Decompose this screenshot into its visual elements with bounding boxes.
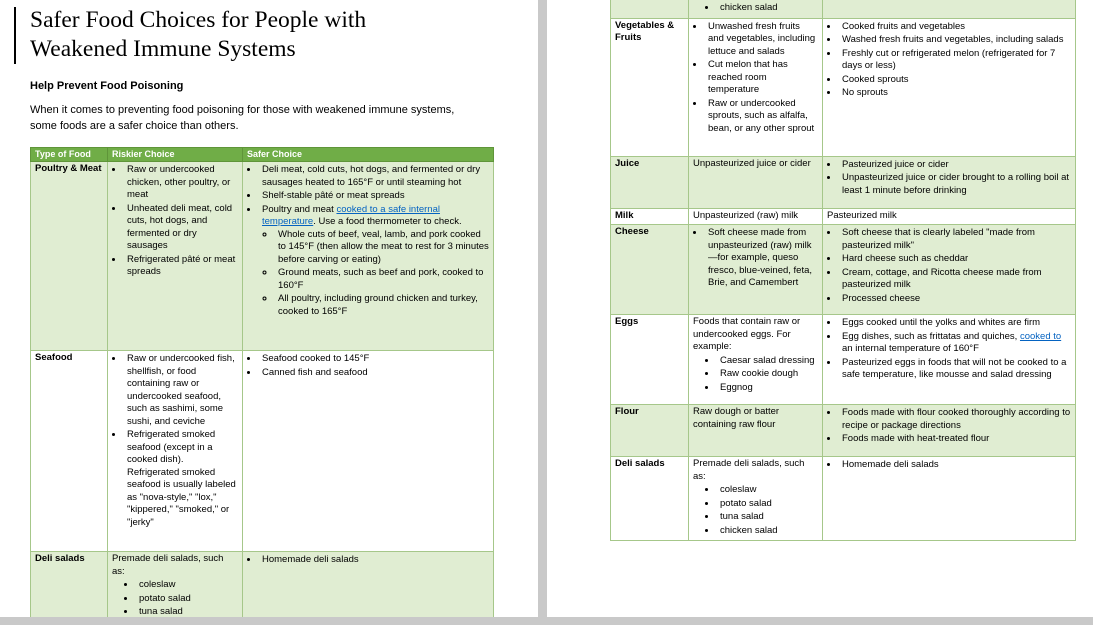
eggs-type-cell: Eggs (611, 315, 689, 405)
list-item: • Refrigerated pâté or meat spreads (124, 254, 238, 279)
list-item: • No sprouts (839, 87, 1071, 100)
list-item: • Raw or undercooked chicken, other poultry, or meat (124, 164, 238, 202)
riskier-intro-text: Premade deli salads, such as: (112, 553, 224, 577)
deli-riskier-cell (108, 552, 243, 618)
safer-list (827, 407, 1071, 446)
list-item-text: Poultry and meat (262, 203, 337, 215)
deli-continued-type-cell (611, 0, 689, 18)
riskier-intro-text: Foods that contain raw or undercooked eggs. For example: (693, 316, 801, 352)
list-item: • Foods made with flour cooked thoroughly according to recipe or package directions (839, 407, 1071, 432)
juice-type-cell: Juice (611, 156, 689, 208)
deli2-safer-cell (823, 457, 1076, 541)
milk-type-cell: Milk (611, 208, 689, 225)
list-item: • Cut melon that has reached room temperature (705, 59, 818, 97)
riskier-list (112, 164, 238, 279)
seafood-safer-cell (243, 351, 494, 552)
list-item: • Raw cookie dough (717, 368, 818, 381)
cheese-safer-cell (823, 225, 1076, 315)
table-row-deli-salads-2 (611, 457, 1076, 541)
list-item: • tuna salad (717, 511, 818, 524)
list-item: • Homemade deli salads (839, 459, 1071, 472)
safer-text: Pasteurized milk (827, 209, 897, 221)
list-item: • tuna salad (136, 606, 238, 617)
list-item: • Cream, cottage, and Ricotta cheese made from pasteurized milk (839, 267, 1071, 292)
list-item: • Unheated deli meat, cold cuts, hot dogs, and fermented or dry sausages (124, 203, 238, 253)
list-item: • Caesar salad dressing (717, 355, 818, 368)
list-item: • potato salad (717, 498, 818, 511)
seafood-type-cell: Seafood (31, 351, 108, 552)
vegfruit-type-cell: Vegetables & Fruits (611, 18, 689, 156)
list-item: • Soft cheese that is clearly labeled "made from pasteurized milk" (839, 227, 1071, 252)
vegfruit-safer-cell (823, 18, 1076, 156)
list-item: • Pasteurized eggs in foods that will not be cooked to a safe temperature, like mousse and salad dressing (839, 357, 1071, 382)
safer-list (827, 227, 1071, 305)
list-item: ◦ Ground meats, such as beef and pork, cooked to 160°F (275, 267, 489, 292)
list-item: • coleslaw (717, 484, 818, 497)
list-item: • Washed fresh fruits and vegetables, including salads (839, 34, 1071, 47)
safer-list (247, 554, 489, 567)
safer-list (827, 159, 1071, 198)
list-item: • Raw or undercooked sprouts, such as alfalfa, bean, or any other sprout (705, 98, 818, 136)
list-item: • Soft cheese made from unpasteurized (raw) milk—for example, queso fresco, blue-veined, feta, Brie, and Camembert (705, 227, 818, 290)
list-item: • Hard cheese such as cheddar (839, 253, 1071, 266)
list-item: • Cooked fruits and vegetables (839, 21, 1071, 34)
list-item: • Raw or undercooked fish, shellfish, or food containing raw or undercooked seafood, such as sashimi, some sushi, and ceviche (124, 353, 238, 428)
list-item: • chicken salad (717, 2, 818, 15)
table-row-milk (611, 208, 1076, 225)
deli2-type-cell: Deli salads (611, 457, 689, 541)
deli2-riskier-cell (689, 457, 823, 541)
list-item: • Seafood cooked to 145°F (259, 353, 489, 366)
flour-safer-cell (823, 405, 1076, 457)
document-page-1 (0, 0, 538, 617)
riskier-text: Unpasteurized juice or cider (693, 157, 811, 169)
flour-type-cell: Flour (611, 405, 689, 457)
list-item: • Processed cheese (839, 293, 1071, 306)
riskier-list (112, 579, 238, 617)
list-item: • coleslaw (136, 579, 238, 592)
table-header-row (31, 148, 494, 162)
list-item-text: an internal temperature of 160°F (842, 343, 979, 354)
riskier-list (693, 484, 818, 537)
cheese-riskier-cell (689, 225, 823, 315)
juice-riskier-cell (689, 156, 823, 208)
list-item: • Deli meat, cold cuts, hot dogs, and fermented or dry sausages heated to 165°F or until steaming hot (259, 164, 489, 189)
list-item: ◦ All poultry, including ground chicken and turkey, cooked to 165°F (275, 293, 489, 318)
safer-list (247, 353, 489, 379)
section-heading: Help Prevent Food Poisoning (30, 80, 184, 92)
food-safety-table-page-2 (610, 0, 1076, 541)
milk-riskier-cell (689, 208, 823, 225)
safer-list (247, 164, 489, 318)
riskier-list (693, 355, 818, 395)
document-page-2 (547, 0, 1093, 617)
list-item: • Eggs cooked until the yolks and whites are firm (839, 317, 1071, 330)
milk-safer-cell (823, 208, 1076, 225)
riskier-list (693, 21, 818, 136)
table-row-poultry-meat (31, 162, 494, 351)
list-item-text: Egg dishes, such as frittatas and quiches, (842, 330, 1020, 342)
riskier-intro-text: Premade deli salads, such as: (693, 458, 805, 482)
list-item: • Unwashed fresh fruits and vegetables, including lettuce and salads (705, 21, 818, 59)
intro-paragraph: When it comes to preventing food poisoning for those with weakened immune systems, some foods are a safer choice than others. (30, 104, 455, 132)
eggs-riskier-cell (689, 315, 823, 405)
safer-list (827, 459, 1071, 472)
poultry-type-cell: Poultry & Meat (31, 162, 108, 351)
safe-internal-temperature-link[interactable]: cooked to a safe internal temperature (262, 203, 440, 227)
list-item: • Shelf-stable pâté or meat spreads (259, 190, 489, 203)
juice-safer-cell (823, 156, 1076, 208)
table-row-deli-salads-continued (611, 0, 1076, 18)
list-item: • Pasteurized juice or cider (839, 159, 1071, 172)
deli-safer-cell (243, 552, 494, 618)
list-item (259, 204, 489, 319)
table-row-flour (611, 405, 1076, 457)
food-safety-table-page-1 (30, 147, 494, 617)
seafood-riskier-cell (108, 351, 243, 552)
deli-type-cell: Deli salads (31, 552, 108, 618)
riskier-list (112, 353, 238, 529)
eggs-safer-cell (823, 315, 1076, 405)
table-row-deli-salads (31, 552, 494, 618)
column-header-riskier-choice: Riskier Choice (108, 148, 243, 162)
poultry-riskier-cell (108, 162, 243, 351)
cheese-type-cell: Cheese (611, 225, 689, 315)
list-item: • Refrigerated smoked seafood (except in a cooked dish). Refrigerated smoked seafood is usually labeled as "nova-style," "lox," "kippered," "smoked," or "jerky" (124, 429, 238, 529)
text-cursor (14, 7, 16, 64)
page-title: Safer Food Choices for People with Weakened Immune Systems (30, 7, 367, 62)
cooked-to-link[interactable]: cooked to (1019, 330, 1062, 342)
list-item: • Canned fish and seafood (259, 367, 489, 380)
list-item: • Eggnog (717, 382, 818, 395)
riskier-text: Unpasteurized (raw) milk (693, 209, 799, 221)
list-item: • Unpasteurized juice or cider brought to a rolling boil at least 1 minute before drinking (839, 172, 1071, 197)
vegfruit-riskier-cell (689, 18, 823, 156)
column-header-type-of-food: Type of Food (31, 148, 108, 162)
list-item: ◦ Whole cuts of beef, veal, lamb, and pork cooked to 145°F (then allow the meat to rest for 3 minutes before carving or eating) (275, 229, 489, 267)
riskier-list (693, 2, 818, 15)
flour-riskier-cell (689, 405, 823, 457)
list-item (839, 331, 1071, 356)
table-row-cheese (611, 225, 1076, 315)
deli-continued-riskier-cell (689, 0, 823, 18)
riskier-list (693, 227, 818, 290)
safer-sub-list (262, 229, 489, 319)
list-item: • chicken salad (717, 525, 818, 538)
column-header-safer-choice: Safer Choice (243, 148, 494, 162)
table-row-juice (611, 156, 1076, 208)
list-item: • potato salad (136, 593, 238, 606)
list-item: • Homemade deli salads (259, 554, 489, 567)
safer-list (827, 317, 1071, 382)
poultry-safer-cell (243, 162, 494, 351)
table-row-seafood (31, 351, 494, 552)
table-row-vegetables-fruits (611, 18, 1076, 156)
safer-list (827, 21, 1071, 100)
deli-continued-safer-cell (823, 0, 1076, 18)
table-row-eggs (611, 315, 1076, 405)
riskier-text: Raw dough or batter containing raw flour (693, 406, 780, 430)
list-item: • Foods made with heat-treated flour (839, 433, 1071, 446)
list-item: • Freshly cut or refrigerated melon (refrigerated for 7 days or less) (839, 48, 1071, 73)
page-1-content (0, 0, 538, 617)
list-item-text: . Use a food thermometer to check. (313, 216, 462, 227)
list-item: • Cooked sprouts (839, 74, 1071, 87)
